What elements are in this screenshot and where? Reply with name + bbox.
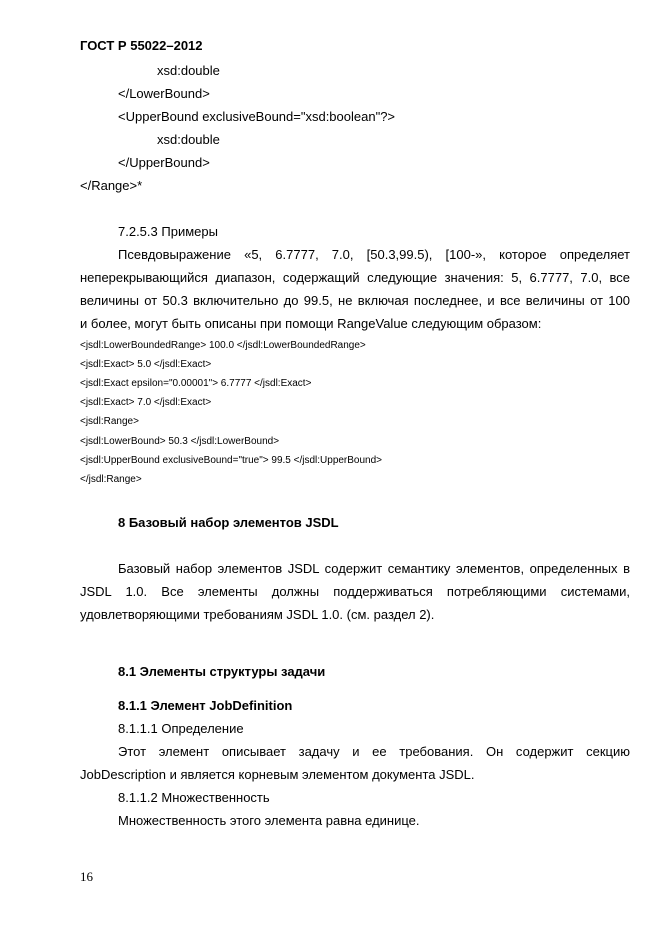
document-header: ГОСТ Р 55022–2012	[80, 38, 203, 53]
section-heading-8-1: 8.1 Элементы структуры задачи	[118, 664, 326, 679]
code-line: <jsdl:LowerBound> 50.3 </jsdl:LowerBound>	[80, 436, 280, 447]
page-number: 16	[80, 869, 93, 884]
code-line: xsd:double	[157, 63, 220, 78]
paragraph-line: неперекрывающийся диапазон, содержащий следующие значения: 5, 6.7777, 7.0, все	[80, 270, 630, 285]
section-heading-8-1-1-2: 8.1.1.2 Множественность	[118, 790, 270, 805]
code-line: <jsdl:Exact epsilon="0.00001"> 6.7777 </jsdl:Exact>	[80, 378, 312, 389]
paragraph-line: величины от 50.3 включительно до 99.5, не включая последнее, и все величины от 100	[80, 293, 630, 308]
code-line: <UpperBound exclusiveBound="xsd:boolean"?>	[118, 109, 396, 124]
code-line: xsd:double	[157, 132, 220, 147]
paragraph-line: Базовый набор элементов JSDL содержит семантику элементов, определенных в	[118, 561, 630, 576]
code-line: </Range>*	[80, 178, 143, 193]
code-line: </LowerBound>	[118, 86, 210, 101]
paragraph-line: Псевдовыражение «5, 6.7777, 7.0, [50.3,99.5), [100-», которое определяет	[118, 247, 630, 262]
paragraph-line: JobDescription и является корневым элементом документа JSDL.	[80, 767, 475, 782]
code-line: <jsdl:Exact> 5.0 </jsdl:Exact>	[80, 359, 212, 370]
section-heading-7-2-5-3: 7.2.5.3 Примеры	[118, 224, 218, 239]
section-heading-8-1-1-1: 8.1.1.1 Определение	[118, 721, 244, 736]
code-line: <jsdl:Range>	[80, 416, 139, 427]
code-line: </jsdl:Range>	[80, 474, 142, 485]
section-heading-8-1-1: 8.1.1 Элемент JobDefinition	[118, 698, 293, 713]
paragraph-line: Множественность этого элемента равна единице.	[118, 813, 420, 828]
code-line: <jsdl:LowerBoundedRange> 100.0 </jsdl:LowerBoundedRange>	[80, 340, 366, 351]
code-line: <jsdl:Exact> 7.0 </jsdl:Exact>	[80, 397, 212, 408]
code-line: <jsdl:UpperBound exclusiveBound="true"> 99.5 </jsdl:UpperBound>	[80, 455, 383, 466]
paragraph-line: удовлетворяющими требованиям JSDL 1.0. (см. раздел 2).	[80, 607, 435, 622]
paragraph-line: JSDL 1.0. Все элементы должны поддерживаться потребляющими системами,	[80, 584, 630, 599]
code-line: </UpperBound>	[118, 155, 210, 170]
section-heading-8: 8 Базовый набор элементов JSDL	[118, 515, 339, 530]
paragraph-line: и более, могут быть описаны при помощи RangeValue следующим образом:	[80, 316, 542, 331]
paragraph-line: Этот элемент описывает задачу и ее требования. Он содержит секцию	[118, 744, 630, 759]
